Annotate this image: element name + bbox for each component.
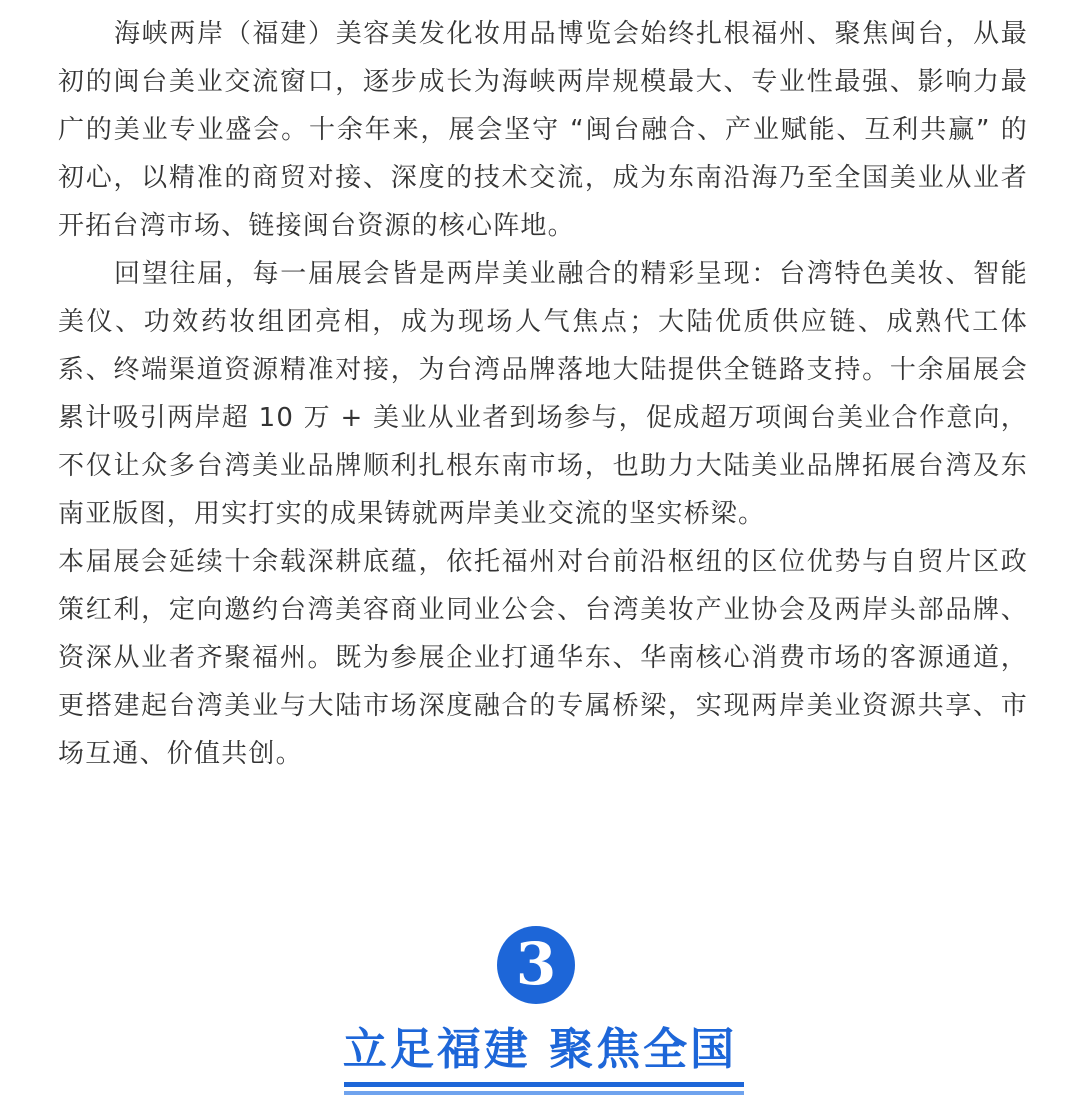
section-heading-text: 立足福建 聚焦全国: [342, 1024, 738, 1075]
heading-underline-bar-light: [344, 1091, 744, 1095]
article-body: [58, 10, 1028, 778]
section-number-badge: [497, 926, 575, 1004]
paragraph-intro: 海峡两岸（福建）美容美发化妆用品博览会始终扎根福州、聚焦闽台，从最初的闽台美业交流窗口，逐步成长为海峡两岸规模最大、专业性最强、影响力最广的美业专业盛会。十余年来，展会坚守 “闽台融合、产业赋能、互利共赢” 的初心，以精准的商贸对接、深度的技术交流，成为东南沿海乃至全国美业从业者开拓台湾市场、链接闽台资源的核心阵地。: [58, 19, 1028, 241]
section-number: 3: [515, 930, 557, 998]
heading-underline: [344, 1082, 744, 1096]
heading-underline-bar: [344, 1082, 744, 1087]
paragraph-current: 本届展会延续十余载深耕底蕴，依托福州对台前沿枢纽的区位优势与自贸片区政策红利，定向邀约台湾美容商业同业公会、台湾美妆产业协会及两岸头部品牌、资深从业者齐聚福州。既为参展企业打通华东、华南核心消费市场的客源通道，更搭建起台湾美业与大陆市场深度融合的专属桥梁，实现两岸美业资源共享、市场互通、价值共创。: [58, 547, 1028, 769]
section-heading: [0, 1022, 1080, 1078]
paragraph-review: 回望往届，每一届展会皆是两岸美业融合的精彩呈现：台湾特色美妆、智能美仪、功效药妆组团亮相，成为现场人气焦点；大陆优质供应链、成熟代工体系、终端渠道资源精准对接，为台湾品牌落地大陆提供全链路支持。十余届展会累计吸引两岸超 10 万 + 美业从业者到场参与，促成超万项闽台美业合作意向，不仅让众多台湾美业品牌顺利扎根东南市场，也助力大陆美业品牌拓展台湾及东南亚版图，用实打实的成果铸就两岸美业交流的坚实桥梁。: [58, 259, 1028, 529]
